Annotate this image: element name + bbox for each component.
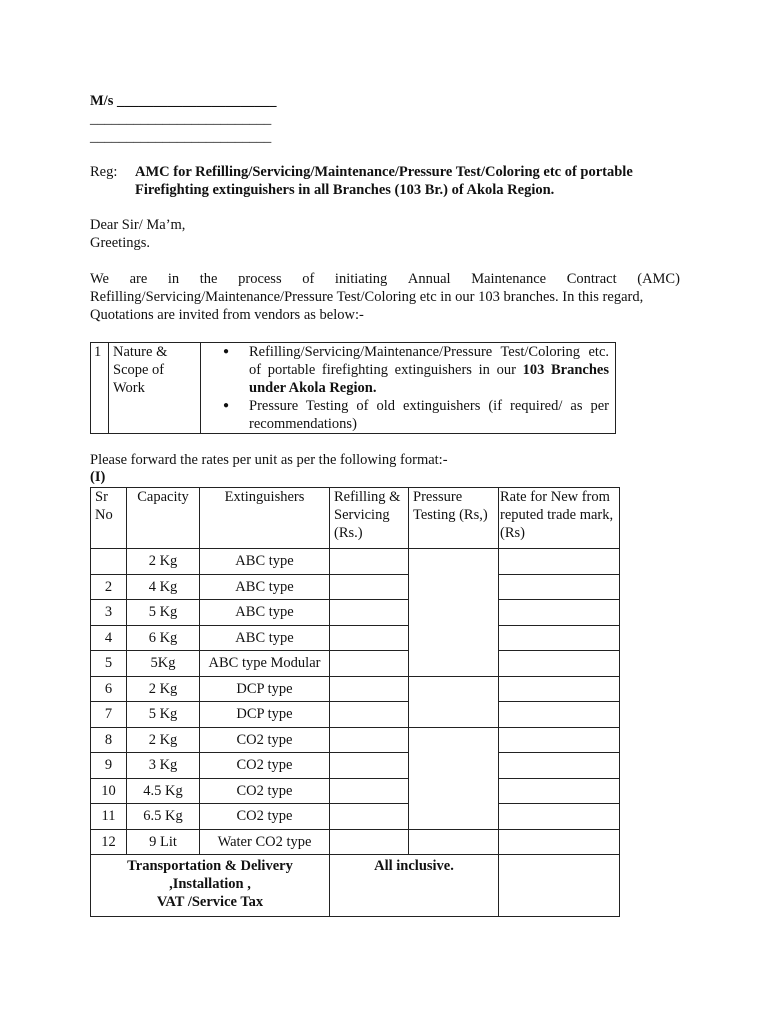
row-sr: 5: [91, 651, 127, 677]
row-sr: 10: [91, 778, 127, 804]
address-line-2: _________________________: [90, 111, 272, 127]
row-pressure-rate-cell[interactable]: [409, 829, 499, 855]
address-line-3: _________________________: [90, 129, 272, 145]
row-sr: 8: [91, 727, 127, 753]
row-pressure-rate-cell[interactable]: [409, 549, 499, 677]
intro-line-1: [90, 271, 680, 288]
rate-row: [91, 727, 620, 753]
row-new-rate-cell[interactable]: [499, 600, 620, 626]
header-refilling: Refilling & Servicing (Rs.): [330, 488, 409, 549]
row-refilling-rate-cell[interactable]: [330, 727, 409, 753]
rates-header-row: [91, 488, 620, 549]
rate-row: [91, 702, 620, 728]
salutation: Dear Sir/ Ma’m,: [90, 217, 186, 233]
rate-row: [91, 804, 620, 830]
row-refilling-rate-cell[interactable]: [330, 549, 409, 575]
row-new-rate-cell[interactable]: [499, 651, 620, 677]
row-sr: 6: [91, 676, 127, 702]
header-rate-new: Rate for New from reputed trade mark, (Rs): [499, 488, 620, 549]
row-capacity: 9 Lit: [127, 829, 200, 855]
row-capacity: 6 Kg: [127, 625, 200, 651]
footer-right: All inclusive.: [330, 855, 499, 917]
row-refilling-rate-cell[interactable]: [330, 804, 409, 830]
scope-sr: 1: [91, 343, 109, 434]
row-extinguisher-type: DCP type: [200, 676, 330, 702]
scope-label: Nature & Scope of Work: [109, 343, 201, 434]
header-capacity: Capacity: [127, 488, 200, 549]
rate-row: [91, 600, 620, 626]
row-capacity: 5Kg: [127, 651, 200, 677]
row-new-rate-cell[interactable]: [499, 778, 620, 804]
row-new-rate-cell[interactable]: [499, 804, 620, 830]
row-new-rate-cell[interactable]: [499, 574, 620, 600]
intro-word: the: [199, 271, 218, 287]
section-label: (I): [90, 469, 106, 485]
row-new-rate-cell[interactable]: [499, 829, 620, 855]
intro-word: process: [238, 271, 282, 287]
row-capacity: 5 Kg: [127, 600, 200, 626]
row-sr: 7: [91, 702, 127, 728]
row-capacity: 2 Kg: [127, 727, 200, 753]
row-refilling-rate-cell[interactable]: [330, 702, 409, 728]
intro-line-3: Quotations are invited from vendors as below:-: [90, 307, 364, 323]
row-sr: 9: [91, 753, 127, 779]
row-extinguisher-type: ABC type Modular: [200, 651, 330, 677]
row-sr: 3: [91, 600, 127, 626]
scope-bullet-1: ● Refilling/Servicing/Maintenance/Pressure Test/Coloring etc. of portable firefighting extinguishers in our 103 Branches under Akola Region.: [201, 343, 609, 397]
row-refilling-rate-cell[interactable]: [330, 574, 409, 600]
row-refilling-rate-cell[interactable]: [330, 651, 409, 677]
row-new-rate-cell[interactable]: [499, 753, 620, 779]
intro-line-2: Refilling/Servicing/Maintenance/Pressure Test/Coloring etc in our 103 branches. In this regard,: [90, 289, 644, 305]
row-capacity: 3 Kg: [127, 753, 200, 779]
intro-word: initiating: [334, 271, 388, 287]
row-pressure-rate-cell[interactable]: [409, 727, 499, 829]
row-extinguisher-type: CO2 type: [200, 778, 330, 804]
row-extinguisher-type: CO2 type: [200, 727, 330, 753]
rates-footer-row: [91, 855, 620, 917]
header-pressure: Pressure Testing (Rs,): [409, 488, 499, 549]
row-extinguisher-type: CO2 type: [200, 753, 330, 779]
row-new-rate-cell[interactable]: [499, 625, 620, 651]
intro-word: (AMC): [637, 271, 680, 287]
rate-row: [91, 753, 620, 779]
footer-left: Transportation & Delivery ,Installation , VAT /Service Tax: [91, 855, 330, 917]
row-extinguisher-type: CO2 type: [200, 804, 330, 830]
row-new-rate-cell[interactable]: [499, 549, 620, 575]
row-capacity: 4.5 Kg: [127, 778, 200, 804]
row-refilling-rate-cell[interactable]: [330, 753, 409, 779]
row-refilling-rate-cell[interactable]: [330, 600, 409, 626]
rate-row: [91, 778, 620, 804]
scope-table: [90, 342, 616, 434]
reg-subject-line-2: Firefighting extinguishers in all Branches (103 Br.) of Akola Region.: [135, 182, 555, 198]
rate-row: [91, 676, 620, 702]
intro-word: Contract: [566, 271, 617, 287]
row-refilling-rate-cell[interactable]: [330, 829, 409, 855]
intro-word: Maintenance: [471, 271, 547, 287]
row-sr: 12: [91, 829, 127, 855]
row-sr: [91, 549, 127, 575]
row-refilling-rate-cell[interactable]: [330, 676, 409, 702]
row-new-rate-cell[interactable]: [499, 727, 620, 753]
rate-row: [91, 549, 620, 575]
greeting: Greetings.: [90, 235, 150, 251]
row-extinguisher-type: ABC type: [200, 574, 330, 600]
intro-word: We: [90, 271, 109, 287]
scope-content: [201, 343, 616, 434]
row-extinguisher-type: ABC type: [200, 625, 330, 651]
row-capacity: 4 Kg: [127, 574, 200, 600]
row-sr: 4: [91, 625, 127, 651]
addressee-line: M/s ______________________: [90, 93, 277, 109]
row-extinguisher-type: Water CO2 type: [200, 829, 330, 855]
scope-bullet-2: ● Pressure Testing of old extinguishers (if required/ as per recommendations): [201, 397, 609, 433]
row-capacity: 2 Kg: [127, 549, 200, 575]
rates-table: [90, 487, 620, 917]
row-refilling-rate-cell[interactable]: [330, 778, 409, 804]
row-refilling-rate-cell[interactable]: [330, 625, 409, 651]
row-sr: 11: [91, 804, 127, 830]
row-extinguisher-type: ABC type: [200, 600, 330, 626]
reg-subject-line-1: AMC for Refilling/Servicing/Maintenance/Pressure Test/Coloring etc of portable: [135, 164, 633, 180]
footer-empty: [499, 855, 620, 917]
intro-word: in: [167, 271, 180, 287]
reg-label: Reg:: [90, 164, 118, 180]
row-sr: 2: [91, 574, 127, 600]
row-capacity: 6.5 Kg: [127, 804, 200, 830]
row-pressure-rate-cell[interactable]: [409, 676, 499, 727]
intro-word: are: [129, 271, 148, 287]
intro-word: of: [302, 271, 315, 287]
rates-intro: Please forward the rates per unit as per the following format:-: [90, 452, 448, 468]
row-new-rate-cell[interactable]: [499, 676, 620, 702]
row-new-rate-cell[interactable]: [499, 702, 620, 728]
header-extinguishers: Extinguishers: [200, 488, 330, 549]
rate-row: [91, 829, 620, 855]
row-extinguisher-type: ABC type: [200, 549, 330, 575]
rate-row: [91, 625, 620, 651]
rate-row: [91, 651, 620, 677]
header-sr: Sr No: [91, 488, 127, 549]
row-extinguisher-type: DCP type: [200, 702, 330, 728]
row-capacity: 2 Kg: [127, 676, 200, 702]
row-capacity: 5 Kg: [127, 702, 200, 728]
intro-word: Annual: [407, 271, 451, 287]
rate-row: [91, 574, 620, 600]
